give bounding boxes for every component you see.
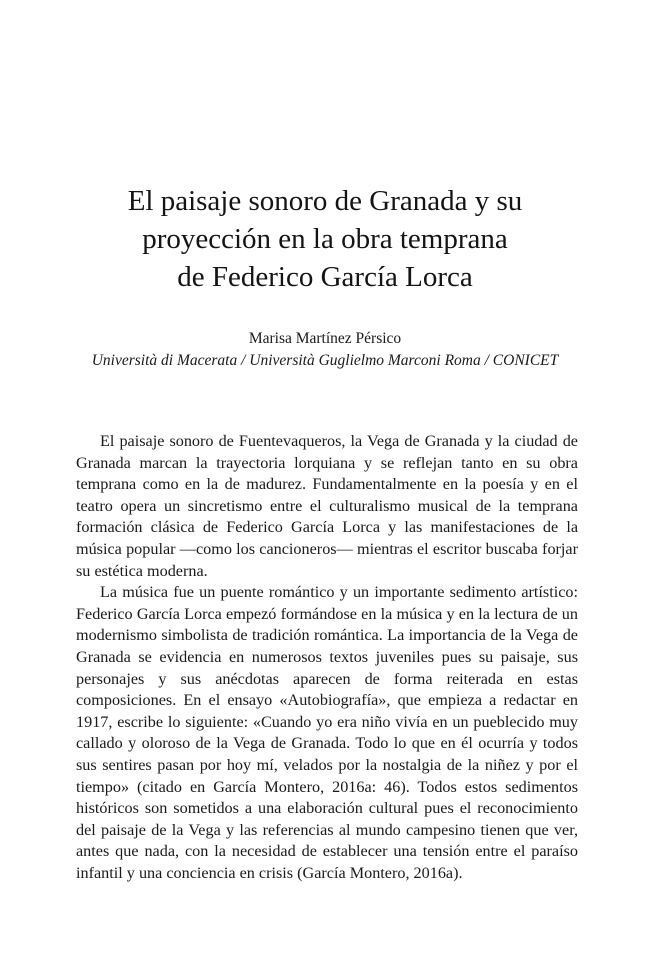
- chapter-title: [0, 182, 650, 296]
- author-affiliation: Università di Macerata / Università Guglielmo Marconi Roma / CONICET: [91, 352, 559, 369]
- body-paragraph-1: El paisaje sonoro de Fuentevaqueros, la Vega de Granada y la ciudad de Granada marcan la trayectoria lorquiana y se reflejan tanto en su obra temprana como en la de madurez. Fundamentalmente en la poesía y en el teatro opera un sincretismo entre el culturalismo musical de la temprana formación clásica de Federico García Lorca y las manifestaciones de la música popular —como los cancioneros— mientras el escritor buscaba forjar su estética moderna.: [76, 432, 578, 580]
- body-paragraph-2: La música fue un puente romántico y un importante sedimento artístico: Federico García Lorca empezó formándose en la música y en la lectura de un modernismo simbolista de tradición romántica. La importancia de la Vega de Granada se evidencia en numerosos textos juveniles pues su paisaje, sus personajes y sus anécdotas aparecen de forma reiterada en estas composiciones. En el ensayo «Autobiografía», que empieza a redactar en 1917, escribe lo siguiente: «Cuando yo era niño vivía en un pueblecido muy callado y oloroso de la Vega de Granada. Todo lo que en él ocurría y todos sus sentires pasan por hoy mí, velados por la nostalgia de la niñez y por el tiempo» (citado en García Montero, 2016a: 46). Todos estos sedimentos históricos son sometidos a una elaboración cultural pues el reconocimiento del paisaje de la Vega y las referencias al mundo campesino tienen que ver, antes que nada, con la necesidad de establecer una tensión entre el paraíso infantil y una conciencia en crisis (García Montero, 2016a).: [76, 583, 578, 882]
- author-name: Marisa Martínez Pérsico: [248, 330, 402, 347]
- author-block: [0, 328, 650, 372]
- title-line-3: de Federico García Lorca: [177, 261, 473, 293]
- body-text: [76, 431, 578, 884]
- title-line-2: proyección en la obra temprana: [142, 223, 508, 255]
- title-line-1: El paisaje sonoro de Granada y su: [127, 185, 523, 217]
